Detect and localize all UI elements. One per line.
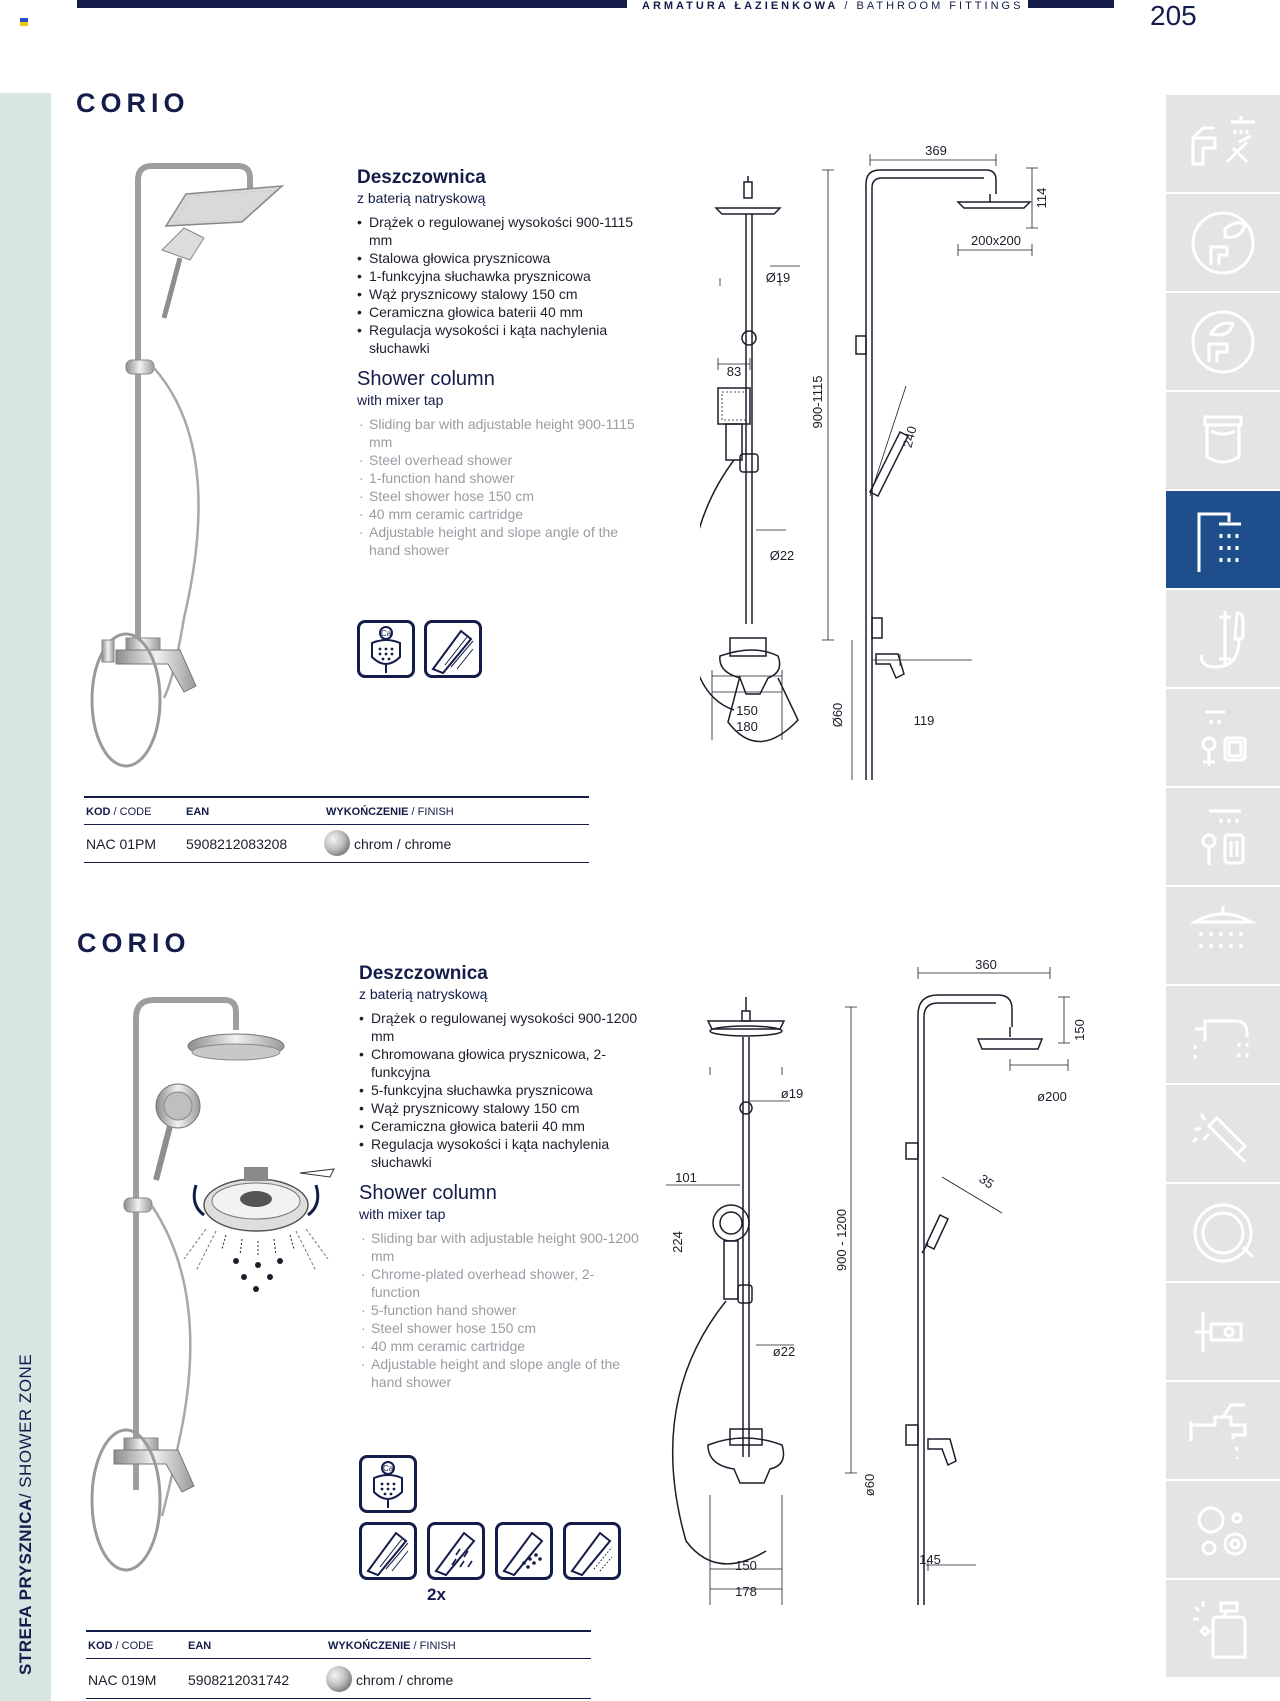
dim-bar-height: 900 - 1200 bbox=[834, 1208, 849, 1272]
nav-toilet[interactable] bbox=[1166, 392, 1280, 491]
nav-cleaning[interactable] bbox=[1166, 1580, 1280, 1679]
multiplier-label: 2x bbox=[427, 1585, 446, 1604]
dim-arm-length: 369 bbox=[925, 143, 947, 158]
jet-spray-icon bbox=[427, 1522, 485, 1580]
table-header-ean: EAN bbox=[186, 806, 210, 818]
product-code: NAC 01PM bbox=[86, 836, 157, 852]
description-subtitle-pl: z baterią natryskową bbox=[357, 190, 486, 206]
nav-shower-hose[interactable] bbox=[1166, 1184, 1280, 1283]
dim-spacing-outer: 178 bbox=[735, 1584, 757, 1599]
dim-pipe-top: Ø19 bbox=[765, 270, 791, 285]
product-description bbox=[357, 167, 637, 559]
shower-arm-icon bbox=[1181, 999, 1265, 1071]
feature-en: · 5-function hand shower bbox=[359, 1301, 639, 1319]
rain-spray-icon bbox=[359, 1522, 417, 1580]
dim-handshower-length: 240 bbox=[899, 424, 920, 450]
product-title: CORIO bbox=[76, 88, 190, 118]
header-rule-left bbox=[77, 0, 627, 8]
eco-basin-mixer-icon bbox=[1181, 207, 1265, 279]
features-list-en bbox=[357, 415, 637, 559]
feature-en: · Sliding bar with adjustable height 900-1115 mm bbox=[357, 415, 637, 451]
description-title-en: Shower column bbox=[359, 1182, 497, 1204]
dim-arm-length: 360 bbox=[975, 957, 997, 972]
table-header-ean: EAN bbox=[188, 1640, 212, 1652]
dim-pipe-top: ø19 bbox=[780, 1086, 804, 1101]
feature-pl: • Drążek o regulowanej wysokości 900-1200 mm bbox=[359, 1009, 639, 1045]
category-nav bbox=[1166, 95, 1280, 1679]
massage-spray-icon bbox=[495, 1522, 553, 1580]
spare-parts-icon bbox=[1181, 1494, 1265, 1566]
technical-drawing bbox=[700, 140, 1090, 780]
wall-connector-icon bbox=[1181, 1296, 1265, 1368]
nav-wall-tap[interactable] bbox=[1166, 1382, 1280, 1481]
chrome-finish-swatch bbox=[326, 1666, 352, 1692]
description-title-pl: Deszczownica bbox=[359, 963, 488, 984]
nav-eco-faucet[interactable] bbox=[1166, 293, 1280, 392]
nav-concealed[interactable] bbox=[1166, 689, 1280, 788]
nav-thermostatic[interactable] bbox=[1166, 788, 1280, 887]
dim-handshower-width: 83 bbox=[726, 364, 742, 379]
feature-en: · Adjustable height and slope angle of the hand shower bbox=[359, 1355, 639, 1391]
product-description bbox=[359, 963, 639, 1391]
feature-pl: • Ceramiczna głowica baterii 40 mm bbox=[357, 303, 637, 321]
nav-hand-shower[interactable] bbox=[1166, 1085, 1280, 1184]
feature-pl: • Regulacja wysokości i kąta nachylenia słuchawki bbox=[357, 321, 637, 357]
category-label: STREFA PRYSZNICA/ SHOWER ZONE bbox=[16, 1353, 35, 1675]
table-header-code: KOD / CODE bbox=[88, 1640, 154, 1652]
header-rule-right bbox=[1028, 0, 1114, 8]
dim-head-size: ø200 bbox=[1037, 1089, 1067, 1104]
dim-pipe-bottom: ø22 bbox=[772, 1344, 796, 1359]
basin-mixer-and-shower-icon bbox=[1181, 108, 1265, 180]
dim-handshower-width: 101 bbox=[675, 1170, 697, 1185]
dim-projection: 145 bbox=[919, 1552, 941, 1567]
dim-head-height: 150 bbox=[1072, 1019, 1087, 1041]
wall-tap-icon bbox=[1181, 1395, 1265, 1467]
table-header-finish: WYKOŃCZENIE / FINISH bbox=[326, 806, 454, 818]
feature-en: · Steel overhead shower bbox=[357, 451, 637, 469]
feature-en: · Sliding bar with adjustable height 900-1200 mm bbox=[359, 1229, 639, 1265]
dim-bar-height: 900-1115 bbox=[810, 375, 825, 429]
mist-spray-icon bbox=[563, 1522, 621, 1580]
feature-pl: • Wąż prysznicowy stalowy 150 cm bbox=[357, 285, 637, 303]
feature-en: · 40 mm ceramic cartridge bbox=[357, 505, 637, 523]
chrome-finish-swatch bbox=[324, 830, 350, 856]
feature-en: · Steel shower hose 150 cm bbox=[359, 1319, 639, 1337]
feature-en: · Adjustable height and slope angle of the hand shower bbox=[357, 523, 637, 559]
dim-escutcheon: ø60 bbox=[862, 1473, 877, 1497]
feature-pl: • 1-funkcyjna słuchawka prysznicowa bbox=[357, 267, 637, 285]
feature-pl: • Chromowana głowica prysznicowa, 2-funkcyjna bbox=[359, 1045, 639, 1081]
technical-drawing bbox=[666, 955, 1106, 1605]
dim-handshower-angle: 35 bbox=[976, 1171, 997, 1192]
table-header-code: KOD / CODE bbox=[86, 806, 152, 818]
section-label: ARMATURA ŁAZIENKOWA / BATHROOM FITTINGS bbox=[642, 0, 1024, 12]
dim-pipe-bottom: Ø22 bbox=[769, 548, 795, 563]
product-ean: 5908212083208 bbox=[186, 836, 288, 852]
description-title-pl: Deszczownica bbox=[357, 167, 486, 188]
shower-set-icon bbox=[1181, 603, 1265, 675]
country-flag bbox=[20, 18, 28, 26]
product-title: CORIO bbox=[77, 928, 191, 958]
anti-limescale-icon bbox=[359, 1455, 417, 1513]
feature-en: · 1-function hand shower bbox=[357, 469, 637, 487]
product-code: NAC 019M bbox=[88, 1672, 157, 1688]
toilet-flush-button-icon bbox=[1181, 405, 1265, 477]
dim-head-height: 114 bbox=[1034, 187, 1049, 209]
feature-en: · Chrome-plated overhead shower, 2-function bbox=[359, 1265, 639, 1301]
rain-spray-icon bbox=[424, 620, 482, 678]
page-number: 205 bbox=[1150, 0, 1197, 31]
feature-pl: • 5-funkcyjna słuchawka prysznicowa bbox=[359, 1081, 639, 1099]
nav-shower-column[interactable] bbox=[1166, 491, 1280, 590]
table-header-finish: WYKOŃCZENIE / FINISH bbox=[328, 1640, 456, 1652]
hand-shower-icon bbox=[1181, 1098, 1265, 1170]
description-subtitle-en: with mixer tap bbox=[359, 1206, 446, 1222]
nav-eco-mixer[interactable] bbox=[1166, 194, 1280, 293]
product-finish: chrom / chrome bbox=[354, 836, 452, 852]
features-list-pl bbox=[357, 213, 637, 357]
feature-pl: • Stalowa głowica prysznicowa bbox=[357, 249, 637, 267]
description-title-en: Shower column bbox=[357, 368, 495, 390]
overhead-shower-icon bbox=[1181, 900, 1265, 972]
feature-pl: • Wąż prysznicowy stalowy 150 cm bbox=[359, 1099, 639, 1117]
dim-spacing-inner: 150 bbox=[735, 1558, 757, 1573]
feature-pl: • Regulacja wysokości i kąta nachylenia słuchawki bbox=[359, 1135, 639, 1171]
description-subtitle-pl: z baterią natryskową bbox=[359, 986, 488, 1002]
nav-spare-parts[interactable] bbox=[1166, 1481, 1280, 1580]
features-list-en bbox=[359, 1229, 639, 1391]
eco-faucet-icon bbox=[1181, 306, 1265, 378]
shower-hose-icon bbox=[1181, 1197, 1265, 1269]
dim-escutcheon: Ø60 bbox=[830, 702, 845, 728]
dim-handshower-height: 224 bbox=[670, 1231, 685, 1253]
product-finish: chrom / chrome bbox=[356, 1672, 454, 1688]
dim-spacing-outer: 180 bbox=[736, 719, 758, 734]
nav-basin-mixer[interactable] bbox=[1166, 95, 1280, 194]
dim-head-size: 200x200 bbox=[971, 233, 1021, 248]
feature-pl: • Ceramiczna głowica baterii 40 mm bbox=[359, 1117, 639, 1135]
anti-limescale-icon bbox=[357, 620, 415, 678]
nav-wall-connector[interactable] bbox=[1166, 1283, 1280, 1382]
feature-en: · Steel shower hose 150 cm bbox=[357, 487, 637, 505]
thermostatic-shower-system-icon bbox=[1181, 801, 1265, 873]
feature-en: · 40 mm ceramic cartridge bbox=[359, 1337, 639, 1355]
cleaning-spray-icon bbox=[1181, 1593, 1265, 1665]
nav-overhead-shower[interactable] bbox=[1166, 887, 1280, 986]
features-list-pl bbox=[359, 1009, 639, 1171]
svg-text:Ca: Ca bbox=[383, 1464, 394, 1473]
dim-projection: 119 bbox=[913, 713, 935, 728]
feature-pl: • Drążek o regulowanej wysokości 900-1115 mm bbox=[357, 213, 637, 249]
dim-spacing-inner: 150 bbox=[736, 703, 758, 718]
shower-column-icon bbox=[1181, 504, 1265, 576]
concealed-shower-system-icon bbox=[1181, 702, 1265, 774]
svg-text:Ca: Ca bbox=[381, 629, 392, 638]
nav-shower-arm[interactable] bbox=[1166, 986, 1280, 1085]
product-ean: 5908212031742 bbox=[188, 1672, 290, 1688]
description-subtitle-en: with mixer tap bbox=[357, 392, 444, 408]
product-photo bbox=[86, 970, 386, 1590]
nav-shower-set[interactable] bbox=[1166, 590, 1280, 689]
product-photo bbox=[86, 140, 314, 770]
